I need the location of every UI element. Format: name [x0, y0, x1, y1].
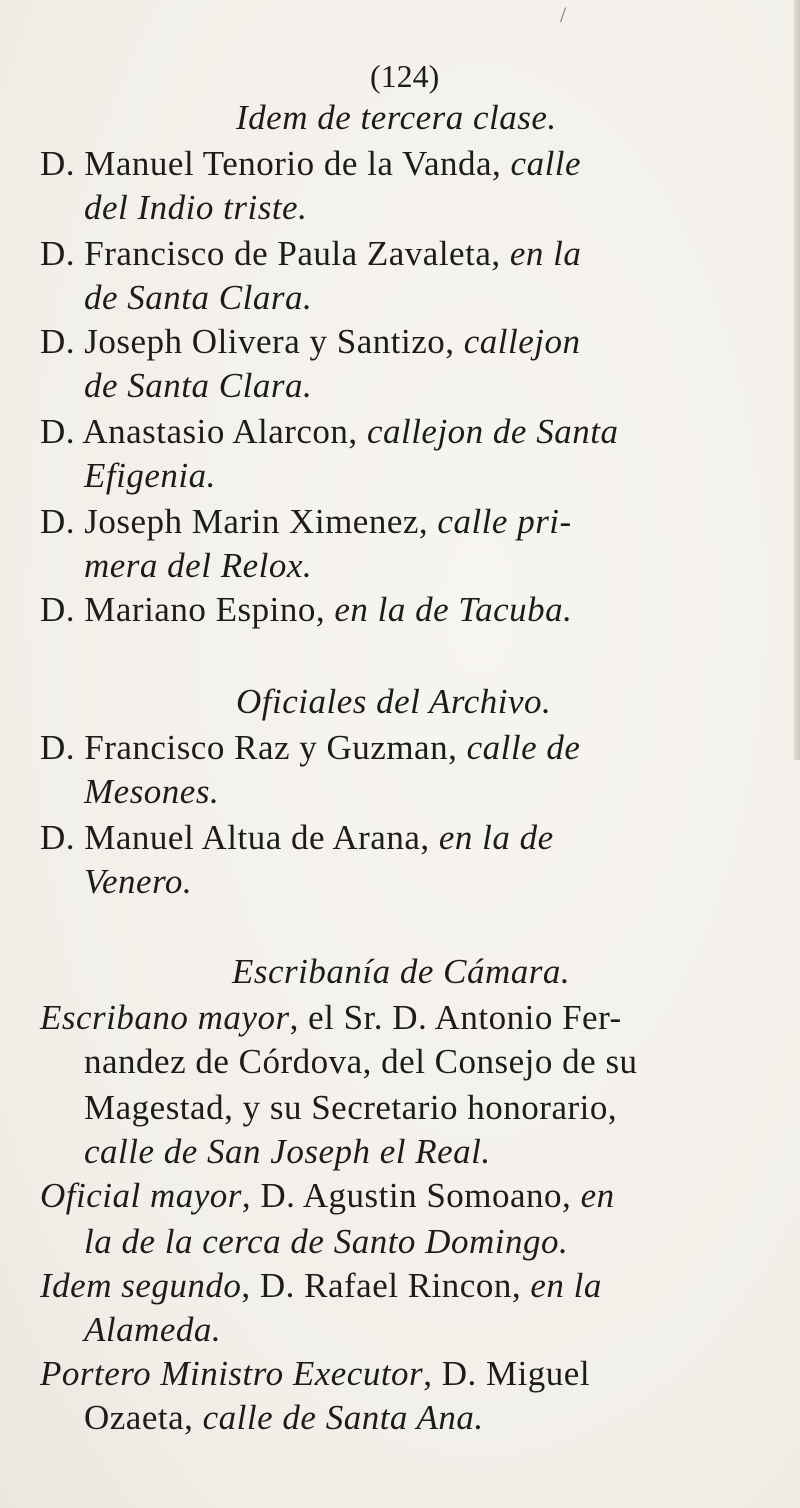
entry-address-cont: mera del Relox.: [84, 546, 313, 585]
entry-name: D. Manuel Altua de Arana,: [40, 818, 439, 857]
entry-address: en la: [509, 234, 582, 273]
office-title: Idem segundo: [40, 1266, 242, 1305]
entry-address-cont: Venero.: [84, 862, 193, 901]
entry-name: D. Francisco de Paula Zavaleta,: [40, 234, 510, 273]
entry-line: [40, 726, 580, 770]
text-run: , el Sr. D. Antonio Fer-: [289, 998, 622, 1037]
page-edge: [794, 0, 800, 760]
text-run: en la: [530, 1266, 602, 1305]
office-title: Oficial mayor: [40, 1176, 242, 1215]
entry-line: [40, 320, 580, 364]
text-line: calle de San Joseph el Real.: [84, 1132, 491, 1171]
entry-line: [40, 816, 554, 860]
text-run: Ozaeta,: [84, 1398, 203, 1437]
entry-line: [40, 500, 572, 544]
text-run: , D. Miguel: [423, 1354, 591, 1393]
section-heading: Idem de tercera clase.: [236, 98, 557, 137]
entry-address-cont: Mesones.: [84, 772, 220, 811]
text-run: en: [580, 1176, 615, 1215]
entry-address: callejon: [463, 322, 581, 361]
office-title: Portero Ministro Executor: [40, 1354, 424, 1393]
entry-address: callejon de Santa: [366, 412, 619, 451]
entry-address-cont: del Indio triste.: [84, 188, 308, 227]
text-line: [84, 1396, 484, 1440]
entry-address: calle pri-: [437, 502, 572, 541]
section-heading: Escribanía de Cámara.: [232, 952, 571, 991]
entry-address: en la de Tacuba.: [334, 590, 573, 629]
entry-address: calle: [510, 144, 582, 183]
entry-name: D. Francisco Raz y Guzman,: [40, 728, 467, 767]
entry-address: calle de: [466, 728, 581, 767]
entry-line: [40, 588, 572, 632]
text-run: calle de Santa Ana.: [202, 1398, 484, 1437]
text-line: Alameda.: [84, 1310, 222, 1349]
text-line: nandez de Córdova, del Consejo de su: [84, 1042, 638, 1081]
office-title: Escribano mayor: [40, 998, 290, 1037]
text-line: [40, 1352, 590, 1396]
text-run: , D. Agustin Somoano,: [241, 1176, 581, 1215]
text-line: [40, 1174, 615, 1218]
section-heading: Oficiales del Archivo.: [236, 682, 552, 721]
entry-name: D. Joseph Olivera y Santizo,: [40, 322, 464, 361]
entry-line: [40, 142, 581, 186]
entry-address-cont: de Santa Clara.: [84, 278, 313, 317]
text-run: , D. Rafael Rincon,: [241, 1266, 531, 1305]
entry-line: [40, 232, 581, 276]
entry-name: D. Manuel Tenorio de la Vanda,: [40, 144, 511, 183]
entry-line: [40, 410, 618, 454]
entry-address-cont: Efigenia.: [84, 456, 216, 495]
text-line: Magestad, y su Secretario honorario,: [84, 1088, 618, 1127]
entry-name: D. Mariano Espino,: [40, 590, 335, 629]
entry-name: D. Anastasio Alarcon,: [40, 412, 367, 451]
text-line: la de la cerca de Santo Domingo.: [84, 1222, 569, 1261]
page-number: (124): [370, 58, 440, 94]
ink-mark: /: [560, 2, 567, 27]
entry-address: en la de: [438, 818, 554, 857]
entry-address-cont: de Santa Clara.: [84, 366, 313, 405]
text-line: [40, 1264, 602, 1308]
entry-name: D. Joseph Marin Ximenez,: [40, 502, 438, 541]
text-line: [40, 996, 622, 1040]
